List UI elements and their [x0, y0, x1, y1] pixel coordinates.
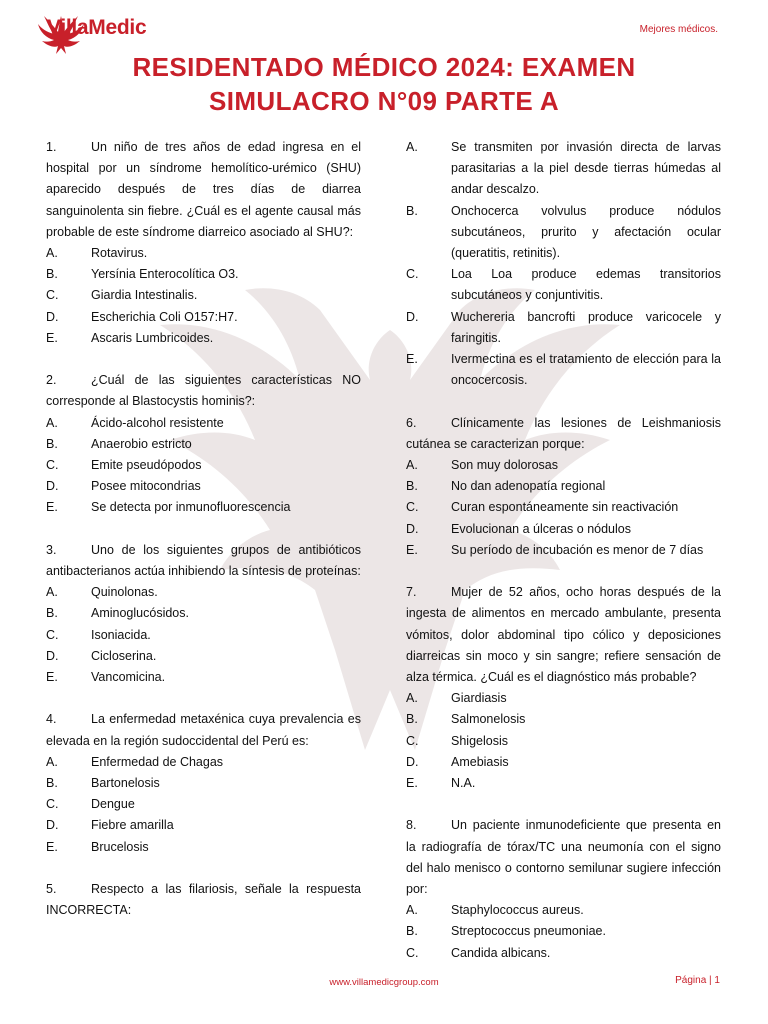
- option-c: [46, 455, 361, 476]
- option-text: No dan adenopatía regional: [451, 479, 606, 494]
- option-letter: C.: [406, 945, 419, 960]
- option-text: Anaerobio estricto: [91, 436, 192, 451]
- question-stem: [406, 413, 721, 455]
- option-b: [406, 476, 721, 497]
- title-line-1: RESIDENTADO MÉDICO 2024: EXAMEN: [132, 52, 636, 82]
- option-letter: B.: [406, 712, 418, 727]
- option-letter: B.: [406, 479, 418, 494]
- question-1: [46, 137, 361, 349]
- option-letter: C.: [406, 267, 419, 282]
- option-text: Salmonelosis: [451, 712, 526, 727]
- option-text: Loa Loa produce edemas transitorios subcutáneos y conjuntivitis.: [451, 267, 721, 303]
- option-letter: B.: [46, 606, 58, 621]
- option-text: Se transmiten por invasión directa de larvas parasitarias a la piel desde tierras húmedas al andar descalzo.: [451, 140, 721, 197]
- option-text: Onchocerca volvulus produce nódulos subcutáneos, prurito y afectación ocular (queratitis, retinitis).: [451, 203, 721, 261]
- option-letter: C.: [46, 288, 59, 303]
- option-a: [46, 243, 361, 264]
- question-text: Respecto a las filariosis, señale la respuesta INCORRECTA:: [46, 882, 361, 918]
- option-text: Posee mitocondrias: [91, 479, 201, 494]
- question-text: Clínicamente las lesiones de Leishmaniosis cutánea se caracterizan porque:: [406, 415, 721, 451]
- option-a: [46, 752, 361, 773]
- question-text: ¿Cuál de las siguientes características NO corresponde al Blastocystis hominis?:: [46, 373, 361, 409]
- option-c: [406, 497, 721, 518]
- option-c: [46, 625, 361, 646]
- option-letter: A.: [406, 458, 418, 473]
- option-text: Amebiasis: [451, 754, 509, 769]
- option-b: [46, 264, 361, 285]
- option-c: [46, 794, 361, 815]
- option-text: Staphylococcus aureus.: [451, 903, 584, 918]
- option-letter: C.: [406, 733, 419, 748]
- option-e: [406, 349, 721, 391]
- question-number: 7.: [406, 585, 417, 600]
- question-2: [46, 370, 361, 518]
- option-letter: E.: [46, 670, 58, 685]
- option-text: Emite pseudópodos: [91, 458, 202, 473]
- option-text: Fiebre amarilla: [91, 818, 174, 833]
- option-letter: A.: [46, 754, 58, 769]
- option-d: [46, 646, 361, 667]
- option-b: [406, 201, 721, 265]
- option-text: Bartonelosis: [91, 776, 160, 791]
- option-letter: E.: [46, 839, 58, 854]
- question-stem: [46, 370, 361, 412]
- question-number: 3.: [46, 542, 57, 557]
- option-a: [406, 137, 721, 201]
- option-letter: A.: [406, 903, 418, 918]
- option-text: Yersínia Enterocolítica O3.: [91, 267, 239, 282]
- question-number: 1.: [46, 140, 57, 154]
- option-letter: D.: [406, 309, 419, 324]
- option-letter: A.: [406, 691, 418, 706]
- question-stem: [46, 879, 361, 921]
- right-column: [406, 137, 721, 985]
- question-4: [46, 709, 361, 857]
- question-5: [46, 879, 361, 921]
- option-text: Se detecta por inmunofluorescencia: [91, 500, 291, 515]
- option-e: [406, 773, 721, 794]
- option-letter: E.: [46, 500, 58, 515]
- tagline: Mejores médicos.: [639, 24, 718, 35]
- option-c: [406, 264, 721, 306]
- question-7: [406, 582, 721, 794]
- question-number: 8.: [406, 818, 417, 833]
- option-text: Su período de incubación es menor de 7 días: [451, 542, 704, 557]
- option-c: [46, 285, 361, 306]
- option-b: [406, 921, 721, 942]
- logo-text: VillaMedic: [47, 16, 147, 39]
- option-letter: C.: [46, 627, 59, 642]
- question-text: Uno de los siguientes grupos de antibióticos antibacterianos actúa inhibiendo la síntesis de proteínas:: [46, 542, 361, 579]
- option-text: Isoniacida.: [91, 627, 151, 642]
- footer-website-link[interactable]: www.villamedicgroup.com: [329, 977, 439, 988]
- option-letter: D.: [46, 309, 59, 324]
- question-text: La enfermedad metaxénica cuya prevalencia es elevada en la región sudoccidental del Perú es:: [46, 712, 361, 748]
- option-letter: B.: [46, 267, 58, 282]
- option-letter: B.: [406, 203, 418, 218]
- option-letter: A.: [46, 415, 58, 430]
- option-e: [46, 837, 361, 858]
- option-text: Ácido-alcohol resistente: [91, 415, 224, 430]
- option-e: [46, 667, 361, 688]
- option-text: Streptococcus pneumoniae.: [451, 924, 606, 939]
- option-letter: E.: [406, 352, 418, 367]
- option-text: Shigelosis: [451, 733, 508, 748]
- option-letter: E.: [46, 330, 58, 345]
- option-letter: E.: [406, 776, 418, 791]
- option-letter: C.: [406, 500, 419, 515]
- option-letter: B.: [406, 924, 418, 939]
- option-text: Curan espontáneamente sin reactivación: [451, 500, 679, 515]
- question-text: Un niño de tres años de edad ingresa en el hospital por un síndrome hemolítico-urémico (SHU) aparecido después de tres días de diarrea sanguinolenta sin fiebre. ¿Cuál es el agente causal más probable de este síndrome diarreico asociado al SHU?:: [46, 140, 361, 239]
- option-text: Candida albicans.: [451, 945, 551, 960]
- question-number: 2.: [46, 373, 57, 388]
- option-c: [406, 731, 721, 752]
- option-b: [46, 434, 361, 455]
- option-b: [406, 709, 721, 730]
- question-stem: [46, 540, 361, 582]
- option-letter: E.: [406, 542, 418, 557]
- option-letter: A.: [46, 585, 58, 600]
- option-text: Giardiasis: [451, 691, 507, 706]
- option-text: Evolucionan a úlceras o nódulos: [451, 521, 631, 536]
- option-letter: D.: [46, 479, 59, 494]
- option-text: Vancomicina.: [91, 670, 166, 685]
- option-text: Escherichia Coli O157:H7.: [91, 309, 238, 324]
- option-text: Aminoglucósidos.: [91, 606, 189, 621]
- option-letter: B.: [46, 436, 58, 451]
- option-a: [406, 455, 721, 476]
- option-b: [46, 603, 361, 624]
- question-text: Un paciente inmunodeficiente que presenta en la radiografía de tórax/TC una neumonía con el signo del halo menisco o contorno semilunar sugiere infección por:: [406, 818, 721, 897]
- question-stem: [406, 582, 721, 688]
- title-line-2: SIMULACRO N°09 PARTE A: [209, 86, 559, 116]
- option-text: Son muy dolorosas: [451, 458, 559, 473]
- question-5-options: [406, 137, 721, 391]
- option-e: [46, 328, 361, 349]
- option-b: [46, 773, 361, 794]
- option-d: [406, 752, 721, 773]
- page-title: [0, 50, 768, 118]
- option-text: Wuchereria bancrofti produce varicocele y faringitis.: [451, 309, 721, 345]
- option-e: [406, 540, 721, 561]
- option-a: [406, 900, 721, 921]
- option-d: [406, 519, 721, 540]
- option-d: [406, 307, 721, 349]
- option-letter: B.: [46, 776, 58, 791]
- option-letter: C.: [46, 797, 59, 812]
- option-letter: A.: [406, 140, 418, 154]
- option-a: [406, 688, 721, 709]
- question-6: [406, 413, 721, 561]
- option-d: [46, 815, 361, 836]
- option-letter: D.: [46, 818, 59, 833]
- option-text: Enfermedad de Chagas: [91, 754, 224, 769]
- option-text: Giardia Intestinalis.: [91, 288, 198, 303]
- question-stem: [46, 709, 361, 751]
- option-c: [406, 943, 721, 964]
- option-letter: D.: [406, 521, 419, 536]
- question-stem: [46, 137, 361, 243]
- question-3: [46, 540, 361, 688]
- option-d: [46, 476, 361, 497]
- option-a: [46, 413, 361, 434]
- option-a: [46, 582, 361, 603]
- option-text: Ascaris Lumbricoides.: [91, 330, 214, 345]
- option-text: Rotavirus.: [91, 246, 148, 261]
- page-number: Página | 1: [675, 975, 720, 986]
- option-text: Ivermectina es el tratamiento de elección para la oncocercosis.: [451, 352, 721, 388]
- option-letter: D.: [46, 648, 59, 663]
- option-text: Cicloserina.: [91, 648, 157, 663]
- option-text: N.A.: [451, 776, 476, 791]
- option-letter: C.: [46, 458, 59, 473]
- question-number: 5.: [46, 882, 57, 897]
- option-letter: A.: [46, 246, 58, 261]
- option-text: Quinolonas.: [91, 585, 158, 600]
- option-text: Dengue: [91, 797, 135, 812]
- option-text: Brucelosis: [91, 839, 149, 854]
- option-d: [46, 307, 361, 328]
- option-letter: D.: [406, 754, 419, 769]
- question-text: Mujer de 52 años, ocho horas después de la ingesta de alimentos en mercado ambulante, presenta vómitos, dolor abdominal tipo cólico y deposiciones diarreicas sin moco y sin sangre; refiere sensación de alza térmica. ¿Cuál es el diagnóstico más probable?: [406, 585, 721, 685]
- question-number: 4.: [46, 712, 57, 727]
- question-stem: [406, 815, 721, 900]
- question-8: [406, 815, 721, 963]
- question-number: 6.: [406, 415, 417, 430]
- left-column: [46, 137, 361, 943]
- option-e: [46, 497, 361, 518]
